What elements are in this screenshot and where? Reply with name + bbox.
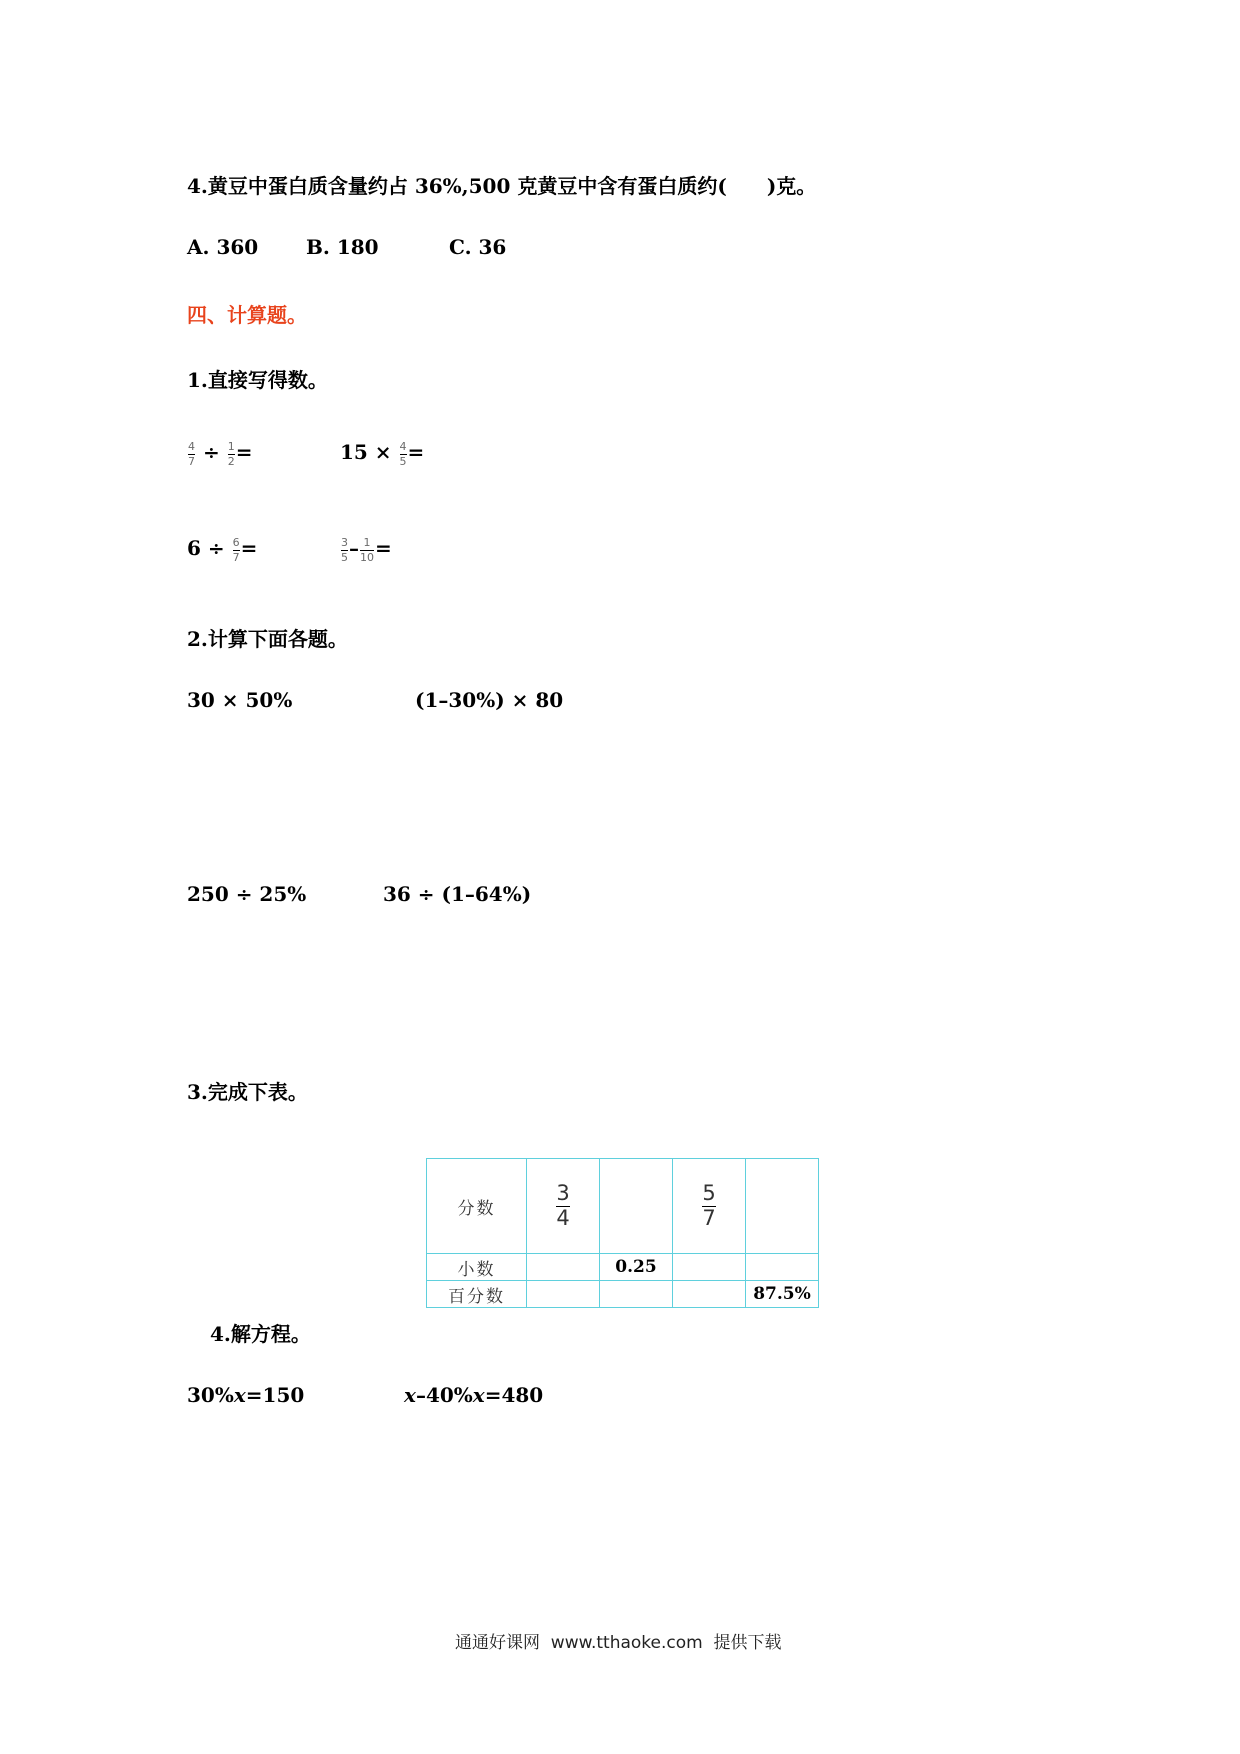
table-cell-input[interactable] bbox=[673, 1281, 746, 1308]
calc-expr: 30 × 50% bbox=[187, 688, 293, 712]
fraction: $\frac{1}{10}$ bbox=[360, 535, 374, 564]
option-a: A. 360 bbox=[187, 235, 259, 259]
calc-expr: 36 ÷ (1–64%) bbox=[383, 882, 532, 906]
calc-expr: 250 ÷ 25% bbox=[187, 882, 307, 906]
calc-expr: (1–30%) × 80 bbox=[415, 688, 564, 712]
equation-1: 30%x=150 bbox=[187, 1383, 305, 1407]
table-cell-input[interactable] bbox=[600, 1159, 673, 1254]
q1-title: 1.直接写得数。 bbox=[187, 368, 328, 392]
fraction: $\frac{6}{7}$ bbox=[232, 535, 240, 564]
q2-title: 2.计算下面各题。 bbox=[187, 627, 348, 651]
fraction: $\frac{3}{5}$ bbox=[341, 535, 348, 564]
row-label-fraction: 分数 bbox=[427, 1159, 527, 1254]
decimal-value: 0.25 bbox=[600, 1254, 673, 1281]
q3-title: 3.完成下表。 bbox=[187, 1080, 308, 1104]
table-cell bbox=[527, 1159, 600, 1254]
table-cell-input[interactable] bbox=[673, 1254, 746, 1281]
table-cell-input[interactable] bbox=[600, 1281, 673, 1308]
option-c: C. 36 bbox=[449, 235, 507, 259]
row-label-decimal: 小数 bbox=[427, 1254, 527, 1281]
expr-1: $\frac{4}{7}$ ÷ $\frac{1}{2}$ = bbox=[188, 439, 253, 468]
table-row bbox=[427, 1281, 819, 1308]
table-row bbox=[427, 1254, 819, 1281]
row-label-percent: 百分数 bbox=[427, 1281, 527, 1308]
footer-text: 通通好课网 www.tthaoke.com 提供下载 bbox=[455, 1633, 782, 1653]
expr-2: 15 × $\frac{4}{5}$ = bbox=[340, 439, 425, 468]
percent-value: 87.5% bbox=[746, 1281, 819, 1308]
fraction: $\frac{4}{5}$ bbox=[399, 439, 407, 468]
conversion-table bbox=[426, 1158, 819, 1308]
expr-3: 6 ÷ $\frac{6}{7}$ = bbox=[187, 535, 258, 564]
fraction: $\frac{3}{4}$ bbox=[556, 1181, 570, 1230]
fraction: $\frac{5}{7}$ bbox=[702, 1181, 716, 1230]
fraction: $\frac{4}{7}$ bbox=[188, 439, 195, 468]
table-cell bbox=[673, 1159, 746, 1254]
option-b: B. 180 bbox=[306, 235, 379, 259]
question-4-text: 4.黄豆中蛋白质含量约占 36%,500 克黄豆中含有蛋白质约( )克。 bbox=[187, 174, 817, 198]
table-row bbox=[427, 1159, 819, 1254]
fraction: $\frac{1}{2}$ bbox=[227, 439, 235, 468]
table-cell-input[interactable] bbox=[746, 1159, 819, 1254]
q4-title: 4.解方程。 bbox=[210, 1322, 311, 1346]
section-title: 四、计算题。 bbox=[187, 303, 307, 327]
table-cell-input[interactable] bbox=[527, 1281, 600, 1308]
table-cell-input[interactable] bbox=[746, 1254, 819, 1281]
equation-2: x–40%x=480 bbox=[404, 1383, 544, 1407]
table-cell-input[interactable] bbox=[527, 1254, 600, 1281]
expr-4: $\frac{3}{5}$ – $\frac{1}{10}$ = bbox=[341, 535, 392, 564]
